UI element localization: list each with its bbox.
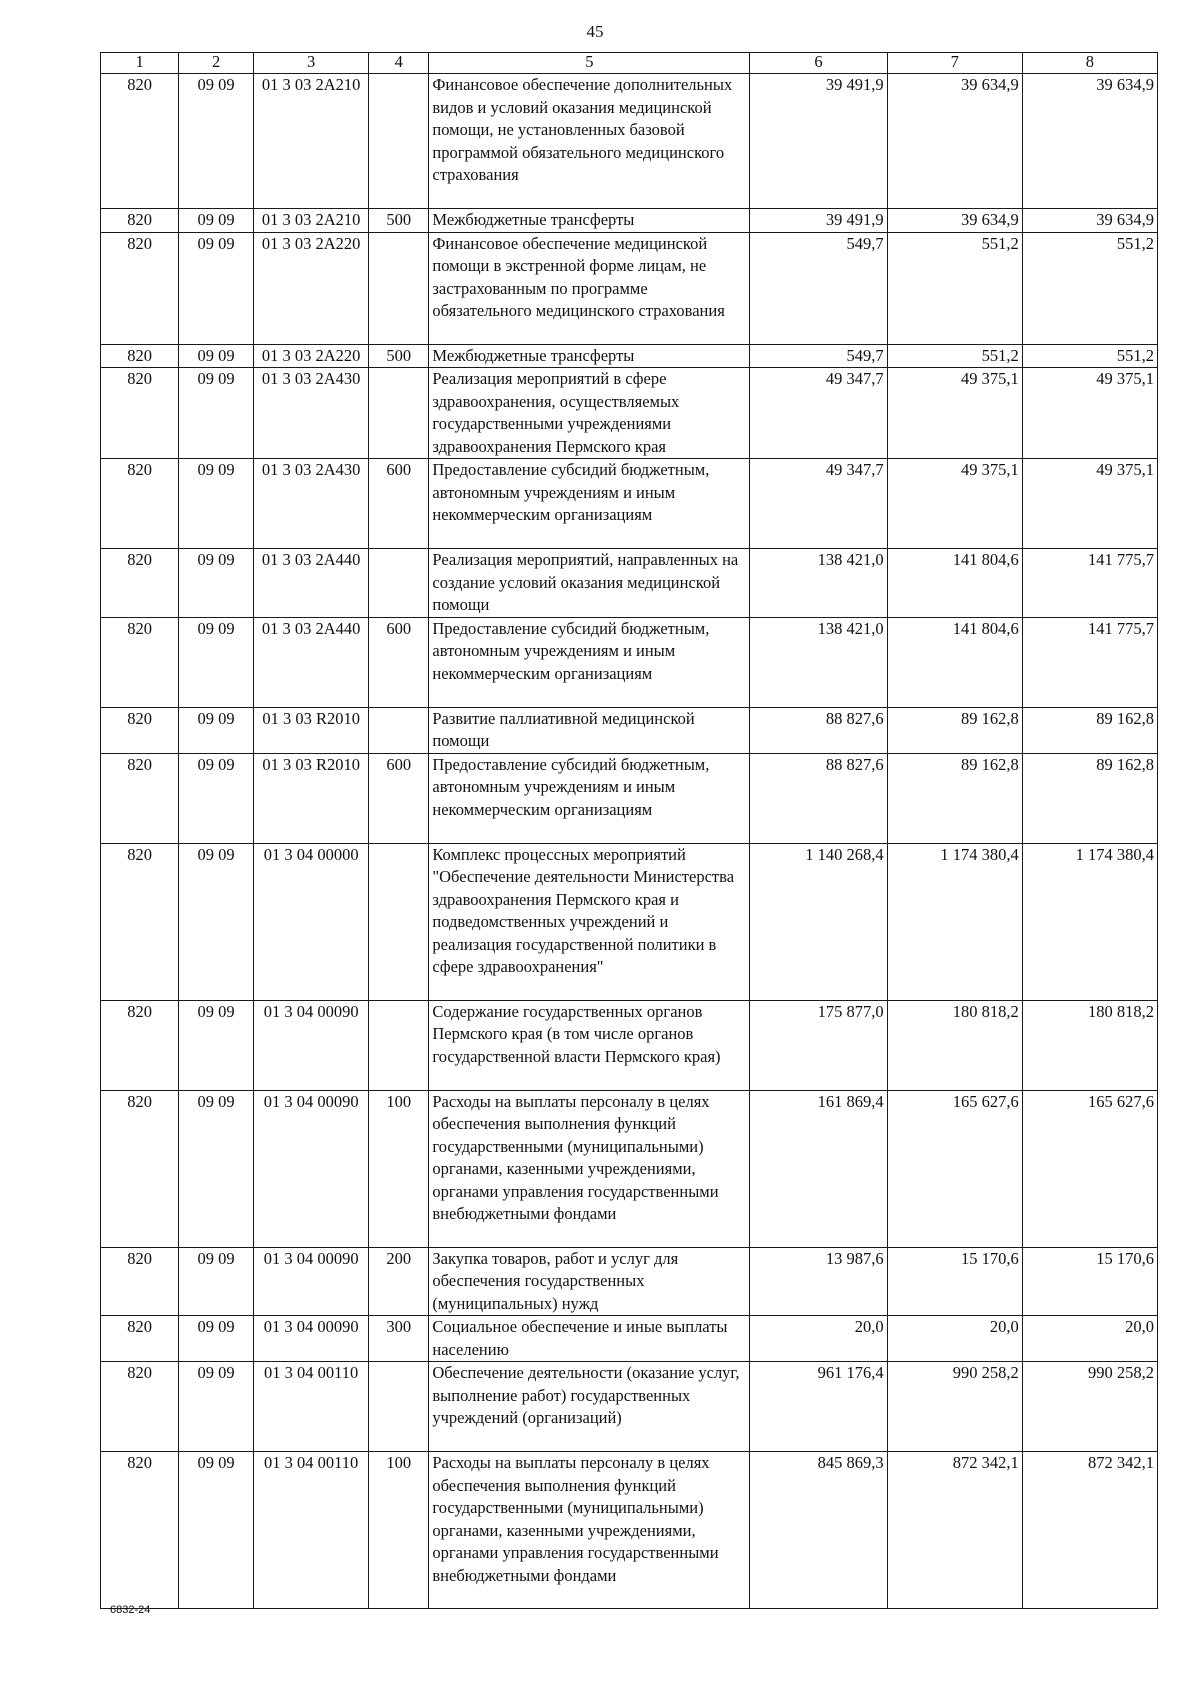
cell-section-code: 09 09 [179,368,254,459]
cell-amount-col7: 180 818,2 [887,1000,1022,1090]
cell-admin-code: 820 [101,1247,179,1316]
cell-target-article: 01 3 04 00110 [254,1452,369,1609]
cell-amount-col8: 165 627,6 [1022,1090,1157,1247]
cell-section-code: 09 09 [179,549,254,618]
table-row [101,1000,1158,1090]
cell-amount-col8: 551,2 [1022,344,1157,368]
cell-amount-col8: 89 162,8 [1022,707,1157,753]
table-row [101,1362,1158,1452]
column-header-5: 5 [429,53,750,74]
cell-amount-col7: 15 170,6 [887,1247,1022,1316]
cell-target-article: 01 3 04 00110 [254,1362,369,1452]
cell-amount-col7: 89 162,8 [887,753,1022,843]
cell-expense-type: 600 [369,459,429,549]
cell-admin-code: 820 [101,549,179,618]
cell-section-code: 09 09 [179,74,254,209]
cell-target-article: 01 3 03 2A440 [254,549,369,618]
cell-expense-type: 600 [369,617,429,707]
cell-section-code: 09 09 [179,1316,254,1362]
cell-expense-type [369,74,429,209]
cell-amount-col6: 845 869,3 [750,1452,887,1609]
cell-admin-code: 820 [101,1362,179,1452]
cell-amount-col6: 175 877,0 [750,1000,887,1090]
cell-admin-code: 820 [101,753,179,843]
cell-section-code: 09 09 [179,1452,254,1609]
cell-description: Предоставление субсидий бюджетным, автономным учреждениям и иным некоммерческим организациям [429,617,750,707]
cell-amount-col6: 1 140 268,4 [750,843,887,1000]
cell-section-code: 09 09 [179,232,254,344]
cell-description: Реализация мероприятий в сфере здравоохранения, осуществляемых государственными учреждениями здравоохранения Пермского края [429,368,750,459]
cell-amount-col8: 89 162,8 [1022,753,1157,843]
footer-code: 6832-24 [110,1604,151,1616]
cell-amount-col6: 88 827,6 [750,753,887,843]
cell-amount-col8: 49 375,1 [1022,368,1157,459]
cell-expense-type: 600 [369,753,429,843]
cell-expense-type [369,368,429,459]
cell-section-code: 09 09 [179,1000,254,1090]
table-row [101,368,1158,459]
table-body [101,74,1158,1609]
cell-admin-code: 820 [101,1090,179,1247]
cell-admin-code: 820 [101,344,179,368]
cell-description: Развитие паллиативной медицинской помощи [429,707,750,753]
cell-description: Обеспечение деятельности (оказание услуг, выполнение работ) государственных учреждений (организаций) [429,1362,750,1452]
column-header-6: 6 [750,53,887,74]
cell-target-article: 01 3 03 2A220 [254,232,369,344]
table-row [101,1452,1158,1609]
cell-description: Реализация мероприятий, направленных на создание условий оказания медицинской помощи [429,549,750,618]
cell-amount-col6: 39 491,9 [750,74,887,209]
column-header-4: 4 [369,53,429,74]
table-row [101,707,1158,753]
cell-amount-col8: 180 818,2 [1022,1000,1157,1090]
cell-amount-col6: 549,7 [750,232,887,344]
cell-description: Закупка товаров, работ и услуг для обеспечения государственных (муниципальных) нужд [429,1247,750,1316]
cell-amount-col6: 49 347,7 [750,368,887,459]
cell-section-code: 09 09 [179,1362,254,1452]
cell-section-code: 09 09 [179,459,254,549]
column-header-3: 3 [254,53,369,74]
cell-expense-type: 500 [369,209,429,233]
cell-description: Предоставление субсидий бюджетным, автономным учреждениям и иным некоммерческим организациям [429,753,750,843]
cell-expense-type [369,549,429,618]
cell-section-code: 09 09 [179,1090,254,1247]
cell-expense-type: 100 [369,1452,429,1609]
cell-amount-col6: 88 827,6 [750,707,887,753]
cell-amount-col8: 990 258,2 [1022,1362,1157,1452]
cell-amount-col7: 551,2 [887,232,1022,344]
budget-table [100,52,1158,1609]
cell-target-article: 01 3 03 2A440 [254,617,369,707]
table-row [101,549,1158,618]
column-header-8: 8 [1022,53,1157,74]
table-row [101,753,1158,843]
cell-section-code: 09 09 [179,209,254,233]
cell-section-code: 09 09 [179,617,254,707]
cell-description: Комплекс процессных мероприятий "Обеспечение деятельности Министерства здравоохранения Пермского края и подведомственных учреждений и реализация государственной политики в сфере здравоохранения" [429,843,750,1000]
cell-admin-code: 820 [101,209,179,233]
cell-section-code: 09 09 [179,753,254,843]
cell-amount-col6: 39 491,9 [750,209,887,233]
cell-amount-col7: 872 342,1 [887,1452,1022,1609]
cell-description: Расходы на выплаты персоналу в целях обеспечения выполнения функций государственными (муниципальными) органами, казенными учреждениями, органами управления государственными внебюджетными фондами [429,1090,750,1247]
cell-target-article: 01 3 03 2A220 [254,344,369,368]
cell-target-article: 01 3 03 2A210 [254,209,369,233]
cell-admin-code: 820 [101,1316,179,1362]
cell-amount-col7: 49 375,1 [887,368,1022,459]
table-row [101,1247,1158,1316]
cell-admin-code: 820 [101,74,179,209]
cell-expense-type [369,232,429,344]
cell-amount-col8: 39 634,9 [1022,209,1157,233]
cell-expense-type: 300 [369,1316,429,1362]
cell-description: Финансовое обеспечение дополнительных видов и условий оказания медицинской помощи, не установленных базовой программой обязательного медицинского страхования [429,74,750,209]
cell-admin-code: 820 [101,1452,179,1609]
cell-description: Финансовое обеспечение медицинской помощи в экстренной форме лицам, не застрахованным по программе обязательного медицинского страхования [429,232,750,344]
cell-target-article: 01 3 04 00000 [254,843,369,1000]
table-row [101,459,1158,549]
cell-amount-col7: 49 375,1 [887,459,1022,549]
cell-amount-col7: 39 634,9 [887,209,1022,233]
cell-amount-col6: 49 347,7 [750,459,887,549]
cell-amount-col8: 39 634,9 [1022,74,1157,209]
cell-amount-col6: 13 987,6 [750,1247,887,1316]
cell-description: Предоставление субсидий бюджетным, автономным учреждениям и иным некоммерческим организациям [429,459,750,549]
cell-amount-col7: 551,2 [887,344,1022,368]
cell-section-code: 09 09 [179,1247,254,1316]
cell-target-article: 01 3 04 00090 [254,1090,369,1247]
page-number: 45 [586,22,604,41]
cell-expense-type: 200 [369,1247,429,1316]
cell-amount-col8: 141 775,7 [1022,549,1157,618]
cell-amount-col7: 1 174 380,4 [887,843,1022,1000]
column-header-1: 1 [101,53,179,74]
cell-expense-type [369,1362,429,1452]
cell-amount-col6: 138 421,0 [750,549,887,618]
cell-expense-type [369,1000,429,1090]
cell-target-article: 01 3 04 00090 [254,1247,369,1316]
cell-description: Межбюджетные трансферты [429,209,750,233]
cell-amount-col7: 39 634,9 [887,74,1022,209]
cell-amount-col8: 141 775,7 [1022,617,1157,707]
cell-amount-col8: 551,2 [1022,232,1157,344]
cell-section-code: 09 09 [179,344,254,368]
cell-description: Социальное обеспечение и иные выплаты населению [429,1316,750,1362]
cell-amount-col8: 872 342,1 [1022,1452,1157,1609]
cell-amount-col7: 141 804,6 [887,549,1022,618]
cell-amount-col6: 20,0 [750,1316,887,1362]
cell-admin-code: 820 [101,232,179,344]
cell-amount-col7: 141 804,6 [887,617,1022,707]
cell-amount-col8: 49 375,1 [1022,459,1157,549]
table-row [101,617,1158,707]
cell-target-article: 01 3 04 00090 [254,1316,369,1362]
cell-admin-code: 820 [101,617,179,707]
cell-section-code: 09 09 [179,843,254,1000]
header-row [101,53,1158,74]
table-row [101,209,1158,233]
cell-amount-col6: 138 421,0 [750,617,887,707]
cell-description: Содержание государственных органов Пермского края (в том числе органов государственной власти Пермского края) [429,1000,750,1090]
cell-description: Расходы на выплаты персоналу в целях обеспечения выполнения функций государственными (муниципальными) органами, казенными учреждениями, органами управления государственными внебюджетными фондами [429,1452,750,1609]
cell-amount-col7: 20,0 [887,1316,1022,1362]
cell-expense-type [369,843,429,1000]
cell-admin-code: 820 [101,1000,179,1090]
cell-admin-code: 820 [101,459,179,549]
cell-admin-code: 820 [101,368,179,459]
table-row [101,344,1158,368]
cell-amount-col7: 165 627,6 [887,1090,1022,1247]
cell-admin-code: 820 [101,707,179,753]
cell-target-article: 01 3 03 R2010 [254,707,369,753]
cell-target-article: 01 3 03 2A430 [254,459,369,549]
cell-admin-code: 820 [101,843,179,1000]
cell-amount-col8: 15 170,6 [1022,1247,1157,1316]
column-header-7: 7 [887,53,1022,74]
column-header-2: 2 [179,53,254,74]
table-row [101,232,1158,344]
cell-expense-type [369,707,429,753]
table-row [101,1090,1158,1247]
cell-section-code: 09 09 [179,707,254,753]
cell-expense-type: 500 [369,344,429,368]
cell-amount-col6: 961 176,4 [750,1362,887,1452]
cell-amount-col7: 89 162,8 [887,707,1022,753]
cell-target-article: 01 3 03 2A210 [254,74,369,209]
cell-target-article: 01 3 03 2A430 [254,368,369,459]
table-row [101,74,1158,209]
cell-amount-col8: 20,0 [1022,1316,1157,1362]
table-row [101,1316,1158,1362]
table-row [101,843,1158,1000]
cell-amount-col6: 161 869,4 [750,1090,887,1247]
cell-target-article: 01 3 03 R2010 [254,753,369,843]
cell-amount-col8: 1 174 380,4 [1022,843,1157,1000]
cell-description: Межбюджетные трансферты [429,344,750,368]
cell-amount-col7: 990 258,2 [887,1362,1022,1452]
cell-target-article: 01 3 04 00090 [254,1000,369,1090]
cell-amount-col6: 549,7 [750,344,887,368]
cell-expense-type: 100 [369,1090,429,1247]
